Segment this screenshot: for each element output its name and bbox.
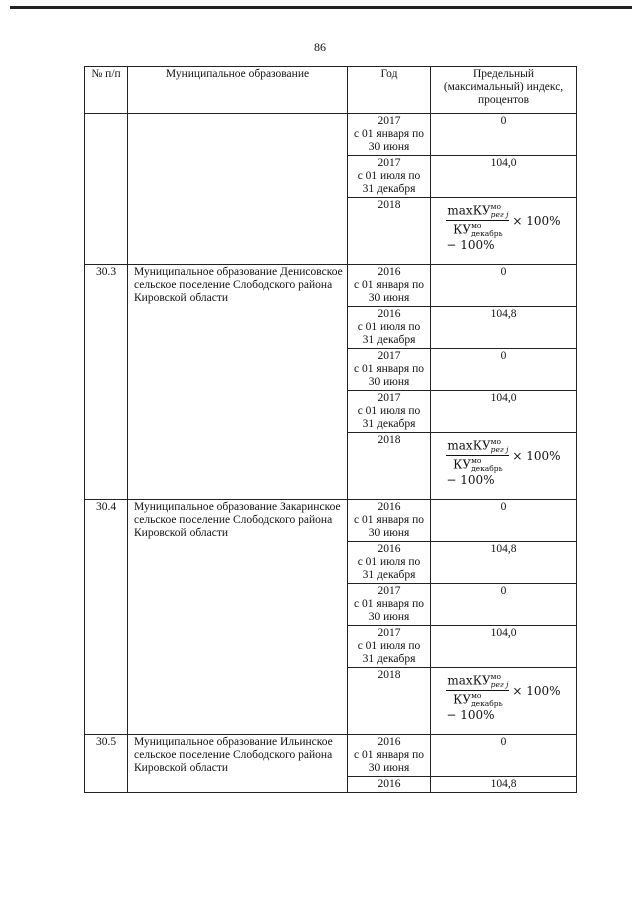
scan-top-border (10, 6, 632, 9)
year-value: 2016 (377, 778, 401, 790)
year-cell (348, 198, 431, 265)
num-cell (85, 114, 128, 265)
num-cell: 30.3 (85, 265, 128, 500)
formula-times: × 100% (512, 683, 561, 698)
formula-times: × 100% (512, 448, 561, 463)
period-range: с 01 июля по 31 декабря (357, 640, 421, 665)
year-value: 2017 (377, 585, 401, 597)
index-value: 0 (500, 266, 507, 278)
formula-denominator: КУ мо декабрь (453, 691, 503, 708)
year-cell (348, 500, 431, 542)
year-cell (348, 626, 431, 668)
formula-minus: − 100% (446, 238, 495, 252)
num-cell: 30.4 (85, 500, 128, 735)
formula-numerator: maxКУ мо рег j (447, 202, 509, 219)
municipality-cell (128, 114, 348, 265)
year-cell (348, 156, 431, 198)
year-cell (348, 735, 431, 777)
municipality-cell: Муниципальное образование Денисовское сельское поселение Слободского района Кировской области (128, 265, 348, 500)
year-value: 2017 (377, 392, 401, 404)
period-range: с 01 июля по 31 декабря (357, 321, 421, 346)
index-cell (431, 349, 577, 391)
year-cell (348, 349, 431, 391)
table-header-row (85, 67, 577, 114)
index-cell (431, 198, 577, 265)
period-range: с 01 июля по 31 декабря (357, 405, 421, 430)
index-cell (431, 307, 577, 349)
header-index: Предельный (максимальный) индекс, процентов (431, 67, 577, 114)
formula-minus: − 100% (446, 708, 495, 722)
period-range: с 01 января по 30 июня (354, 363, 424, 388)
header-year: Год (348, 67, 431, 114)
year-value: 2016 (377, 543, 401, 555)
index-value: 0 (500, 501, 507, 513)
table-body (85, 114, 577, 793)
period-range: с 01 января по 30 июня (354, 279, 424, 304)
index-cell (431, 584, 577, 626)
index-value: 0 (500, 585, 507, 597)
year-cell (348, 584, 431, 626)
formula-numerator: maxКУ мо рег j (447, 672, 509, 689)
municipality-cell: Муниципальное образование Ильинское сельское поселение Слободского района Кировской области (128, 735, 348, 793)
year-cell (348, 114, 431, 156)
year-value: 2016 (377, 501, 401, 513)
page-number: 86 (314, 40, 326, 54)
index-formula (446, 673, 560, 722)
index-value: 0 (500, 736, 507, 748)
year-value: 2016 (377, 736, 401, 748)
year-cell (348, 542, 431, 584)
period-range: с 01 января по 30 июня (354, 598, 424, 623)
year-cell (348, 777, 431, 793)
index-cell (431, 156, 577, 198)
index-cell (431, 777, 577, 793)
index-value: 0 (500, 350, 507, 362)
period-range: с 01 января по 30 июня (354, 749, 424, 774)
index-value: 104,8 (490, 308, 517, 320)
table-row (85, 265, 577, 307)
year-value: 2018 (377, 199, 401, 211)
index-value: 104,8 (490, 778, 517, 790)
period-range: с 01 июля по 31 декабря (357, 556, 421, 581)
index-cell (431, 668, 577, 735)
year-value: 2017 (377, 157, 401, 169)
index-value: 104,8 (490, 543, 517, 555)
index-formula (446, 203, 560, 252)
table-row (85, 500, 577, 542)
period-range: с 01 июля по 31 декабря (357, 170, 421, 195)
index-value: 0 (500, 115, 507, 127)
year-cell (348, 265, 431, 307)
header-num: № п/п (85, 67, 128, 114)
index-cell (431, 542, 577, 584)
tariff-index-table (84, 66, 577, 793)
year-value: 2016 (377, 308, 401, 320)
year-value: 2018 (377, 669, 401, 681)
formula-minus: − 100% (446, 473, 495, 487)
year-value: 2017 (377, 627, 401, 639)
header-municipality: Муниципальное образование (128, 67, 348, 114)
index-value: 104,0 (490, 392, 517, 404)
num-cell: 30.5 (85, 735, 128, 793)
index-value: 104,0 (490, 627, 517, 639)
period-range: с 01 января по 30 июня (354, 128, 424, 153)
formula-numerator: maxКУ мо рег j (447, 437, 509, 454)
table-row (85, 735, 577, 777)
formula-times: × 100% (512, 213, 561, 228)
table-row (85, 114, 577, 156)
index-cell (431, 626, 577, 668)
index-cell (431, 433, 577, 500)
index-cell (431, 265, 577, 307)
municipality-cell: Муниципальное образование Закаринское сельское поселение Слободского района Кировской области (128, 500, 348, 735)
year-value: 2017 (377, 115, 401, 127)
formula-denominator: КУ мо декабрь (453, 221, 503, 238)
index-cell (431, 114, 577, 156)
year-cell (348, 668, 431, 735)
year-cell (348, 391, 431, 433)
period-range: с 01 января по 30 июня (354, 514, 424, 539)
formula-denominator: КУ мо декабрь (453, 456, 503, 473)
index-cell (431, 500, 577, 542)
year-value: 2016 (377, 266, 401, 278)
year-cell (348, 307, 431, 349)
year-value: 2017 (377, 350, 401, 362)
year-value: 2018 (377, 434, 401, 446)
year-cell (348, 433, 431, 500)
index-value: 104,0 (490, 157, 517, 169)
index-cell (431, 391, 577, 433)
index-formula (446, 438, 560, 487)
index-cell (431, 735, 577, 777)
